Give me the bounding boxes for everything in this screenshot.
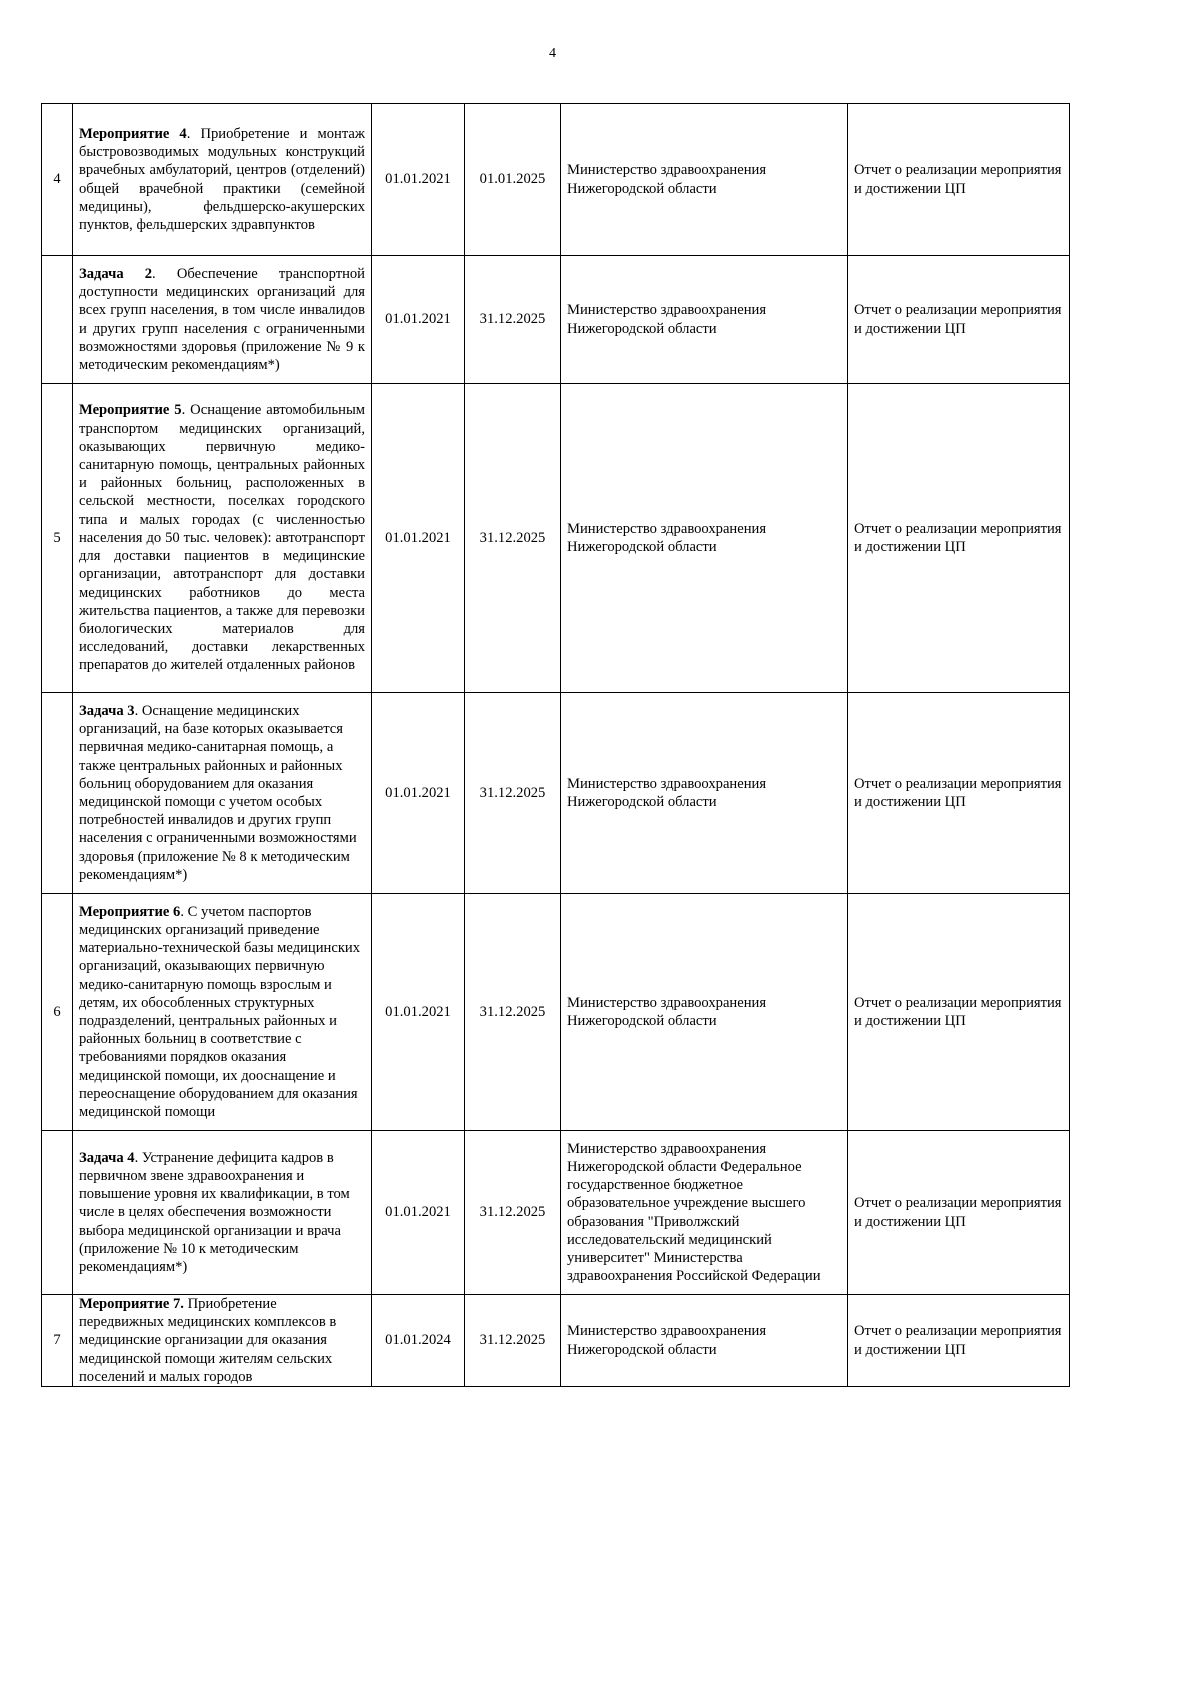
row-description	[73, 693, 372, 894]
row-description	[73, 1131, 372, 1295]
row-text: Приобретение передвижных медицинских комплексов в медицинские организации для оказания медицинской помощи жителям сельских поселений и малых городов	[79, 1296, 337, 1385]
executor: Министерство здравоохранения Нижегородской области	[561, 1295, 848, 1387]
table-row	[42, 384, 1070, 693]
row-lead: Мероприятие 4	[79, 125, 187, 142]
report-type: Отчет о реализации мероприятия и достижении ЦП	[848, 104, 1070, 256]
report-type: Отчет о реализации мероприятия и достижении ЦП	[848, 1295, 1070, 1387]
end-date: 31.12.2025	[465, 894, 561, 1131]
row-text: . Оснащение автомобильным транспортом медицинских организаций, оказывающих первичную медико-санитарную помощь, центральных районных и районных больниц, расположенных в сельской местности, поселках городского типа и малых городах (с численностью населения до 50 тыс. человек): автотранспорт для доставки пациентов в медицинские организации, автотранспорт для доставки медицинских работников до места жительства пациентов, а также для перевозки биологических материалов для исследований, доставки лекарственных препаратов до жителей отдаленных районов	[79, 402, 365, 674]
row-lead: Мероприятие 5	[79, 402, 182, 419]
row-lead: Задача 3	[79, 702, 135, 719]
report-type: Отчет о реализации мероприятия и достижении ЦП	[848, 1131, 1070, 1295]
start-date: 01.01.2021	[372, 1131, 465, 1295]
row-lead: Задача 2	[79, 265, 153, 282]
row-description	[73, 256, 372, 384]
start-date: 01.01.2024	[372, 1295, 465, 1387]
end-date: 01.01.2025	[465, 104, 561, 256]
table-row	[42, 1131, 1070, 1295]
executor: Министерство здравоохранения Нижегородской области	[561, 693, 848, 894]
row-description	[73, 894, 372, 1131]
end-date: 31.12.2025	[465, 256, 561, 384]
table-row	[42, 256, 1070, 384]
activities-table	[41, 103, 1070, 1387]
row-number	[42, 693, 73, 894]
start-date: 01.01.2021	[372, 104, 465, 256]
start-date: 01.01.2021	[372, 693, 465, 894]
report-type: Отчет о реализации мероприятия и достижении ЦП	[848, 256, 1070, 384]
row-description	[73, 104, 372, 256]
start-date: 01.01.2021	[372, 384, 465, 693]
row-lead: Задача 4	[79, 1149, 135, 1166]
row-number	[42, 256, 73, 384]
executor: Министерство здравоохранения Нижегородской области	[561, 384, 848, 693]
table-row	[42, 693, 1070, 894]
row-text: . Обеспечение транспортной доступности медицинских организаций для всех групп населения, в том числе инвалидов и других групп населения с ограниченными возможностями здоровья (приложение № 9 к методическим рекомендациям*)	[79, 265, 365, 373]
report-type: Отчет о реализации мероприятия и достижении ЦП	[848, 693, 1070, 894]
start-date: 01.01.2021	[372, 894, 465, 1131]
start-date: 01.01.2021	[372, 256, 465, 384]
end-date: 31.12.2025	[465, 384, 561, 693]
table-row	[42, 1295, 1070, 1387]
report-type: Отчет о реализации мероприятия и достижении ЦП	[848, 384, 1070, 693]
report-type: Отчет о реализации мероприятия и достижении ЦП	[848, 894, 1070, 1131]
row-number: 5	[42, 384, 73, 693]
row-number: 6	[42, 894, 73, 1131]
row-description	[73, 384, 372, 693]
executor: Министерство здравоохранения Нижегородской области	[561, 104, 848, 256]
end-date: 31.12.2025	[465, 693, 561, 894]
executor: Министерство здравоохранения Нижегородской области	[561, 894, 848, 1131]
row-text: . С учетом паспортов медицинских организаций приведение материально-технической базы медицинских организаций, оказывающих первичную медико-санитарную помощь взрослым и детям, их обособленных структурных подразделений, центральных районных и районных больниц в соответствие с требованиями порядков оказания медицинской помощи, их дооснащение и переоснащение оборудованием для оказания медицинской помощи	[79, 903, 361, 1121]
row-lead: Мероприятие 7.	[79, 1296, 184, 1312]
executor: Министерство здравоохранения Нижегородской области Федеральное государственное бюджетное образовательное учреждение высшего образования "Приволжский исследовательский медицинский университет" Министерства здравоохранения Российской Федерации	[561, 1131, 848, 1295]
row-number: 4	[42, 104, 73, 256]
executor: Министерство здравоохранения Нижегородской области	[561, 256, 848, 384]
row-description	[73, 1295, 372, 1387]
end-date: 31.12.2025	[465, 1131, 561, 1295]
row-text: . Устранение дефицита кадров в первичном звене здравоохранения и повышение уровня их квалификации, в том числе в целях обеспечения возможности выбора медицинской организации и врача (приложение № 10 к методическим рекомендациям*)	[79, 1149, 350, 1275]
table-row	[42, 104, 1070, 256]
page-number: 4	[549, 46, 556, 61]
row-number: 7	[42, 1295, 73, 1387]
row-text: . Оснащение медицинских организаций, на базе которых оказывается первичная медико-санитарная помощь, а также центральных районных и районных больниц оборудованием для оказания медицинской помощи с учетом особых потребностей инвалидов и других групп населения с ограниченными возможностями здоровья (приложение № 8 к методическим рекомендациям*)	[79, 702, 357, 883]
row-text: . Приобретение и монтаж быстровозводимых модульных конструкций врачебных амбулаторий, центров (отделений) общей врачебной практики (семейной медицины), фельдшерско-акушерских пунктов, фельдшерских здравпунктов	[79, 125, 365, 233]
row-lead: Мероприятие 6	[79, 903, 181, 920]
table-row	[42, 894, 1070, 1131]
end-date: 31.12.2025	[465, 1295, 561, 1387]
row-number	[42, 1131, 73, 1295]
